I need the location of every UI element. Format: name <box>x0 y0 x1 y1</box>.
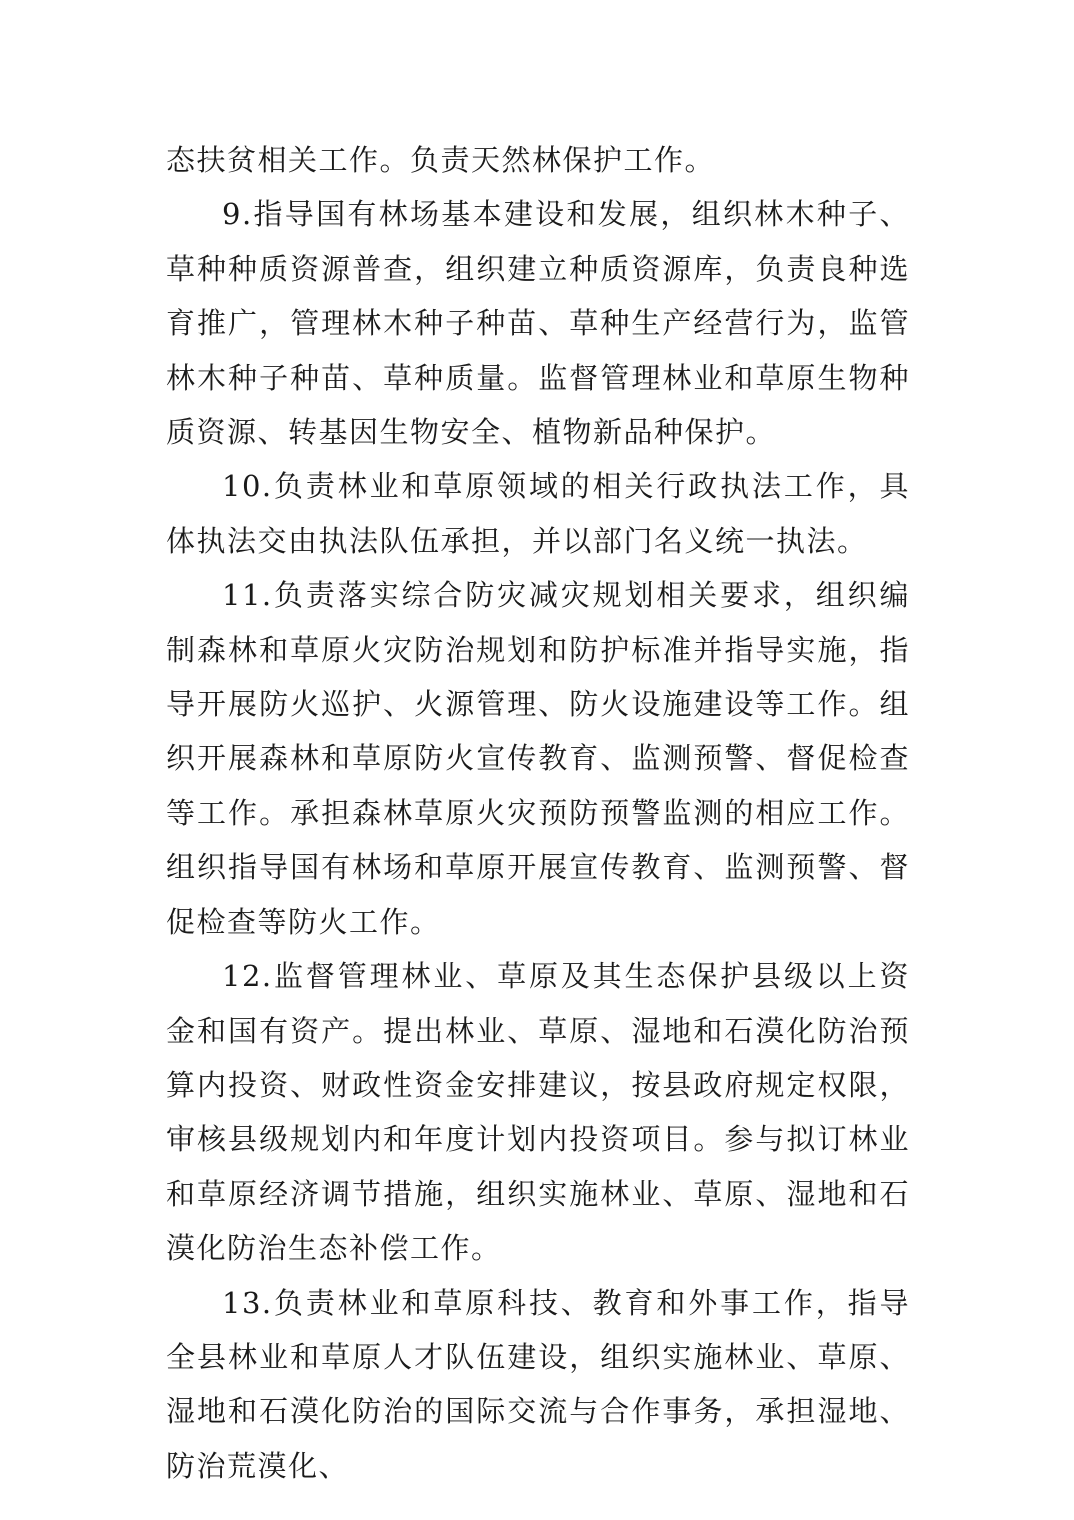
paragraph-continuation: 态扶贫相关工作。负责天然林保护工作。 <box>166 143 716 177</box>
paragraph-item-10: 10.负责林业和草原领域的相关行政执法工作，具体执法交由执法队伍承担，并以部门名义统一执法。 <box>166 469 910 558</box>
document-body <box>166 133 910 1493</box>
paragraph-item-11: 11.负责落实综合防灾减灾规划相关要求，组织编制森林和草原火灾防治规划和防护标准并指导实施，指导开展防火巡护、火源管理、防火设施建设等工作。组织开展森林和草原防火宣传教育、监测预警、督促检查等工作。承担森林草原火灾预防预警监测的相应工作。组织指导国有林场和草原开展宣传教育、监测预警、督促检查等防火工作。 <box>166 578 910 939</box>
paragraph-item-12: 12.监督管理林业、草原及其生态保护县级以上资金和国有资产。提出林业、草原、湿地和石漠化防治预算内投资、财政性资金安排建议，按县政府规定权限，审核县级规划内和年度计划内投资项目。参与拟订林业和草原经济调节措施，组织实施林业、草原、湿地和石漠化防治生态补偿工作。 <box>166 959 910 1266</box>
paragraph-item-13: 13.负责林业和草原科技、教育和外事工作，指导全县林业和草原人才队伍建设，组织实施林业、草原、湿地和石漠化防治的国际交流与合作事务，承担湿地、防治荒漠化、 <box>166 1285 910 1483</box>
paragraph-item-9: 9.指导国有林场基本建设和发展，组织林木种子、草种种质资源普查，组织建立种质资源库，负责良种选育推广，管理林木种子种苗、草种生产经营行为，监管林木种子种苗、草种质量。监督管理林业和草原生物种质资源、转基因生物安全、植物新品种保护。 <box>166 197 910 450</box>
